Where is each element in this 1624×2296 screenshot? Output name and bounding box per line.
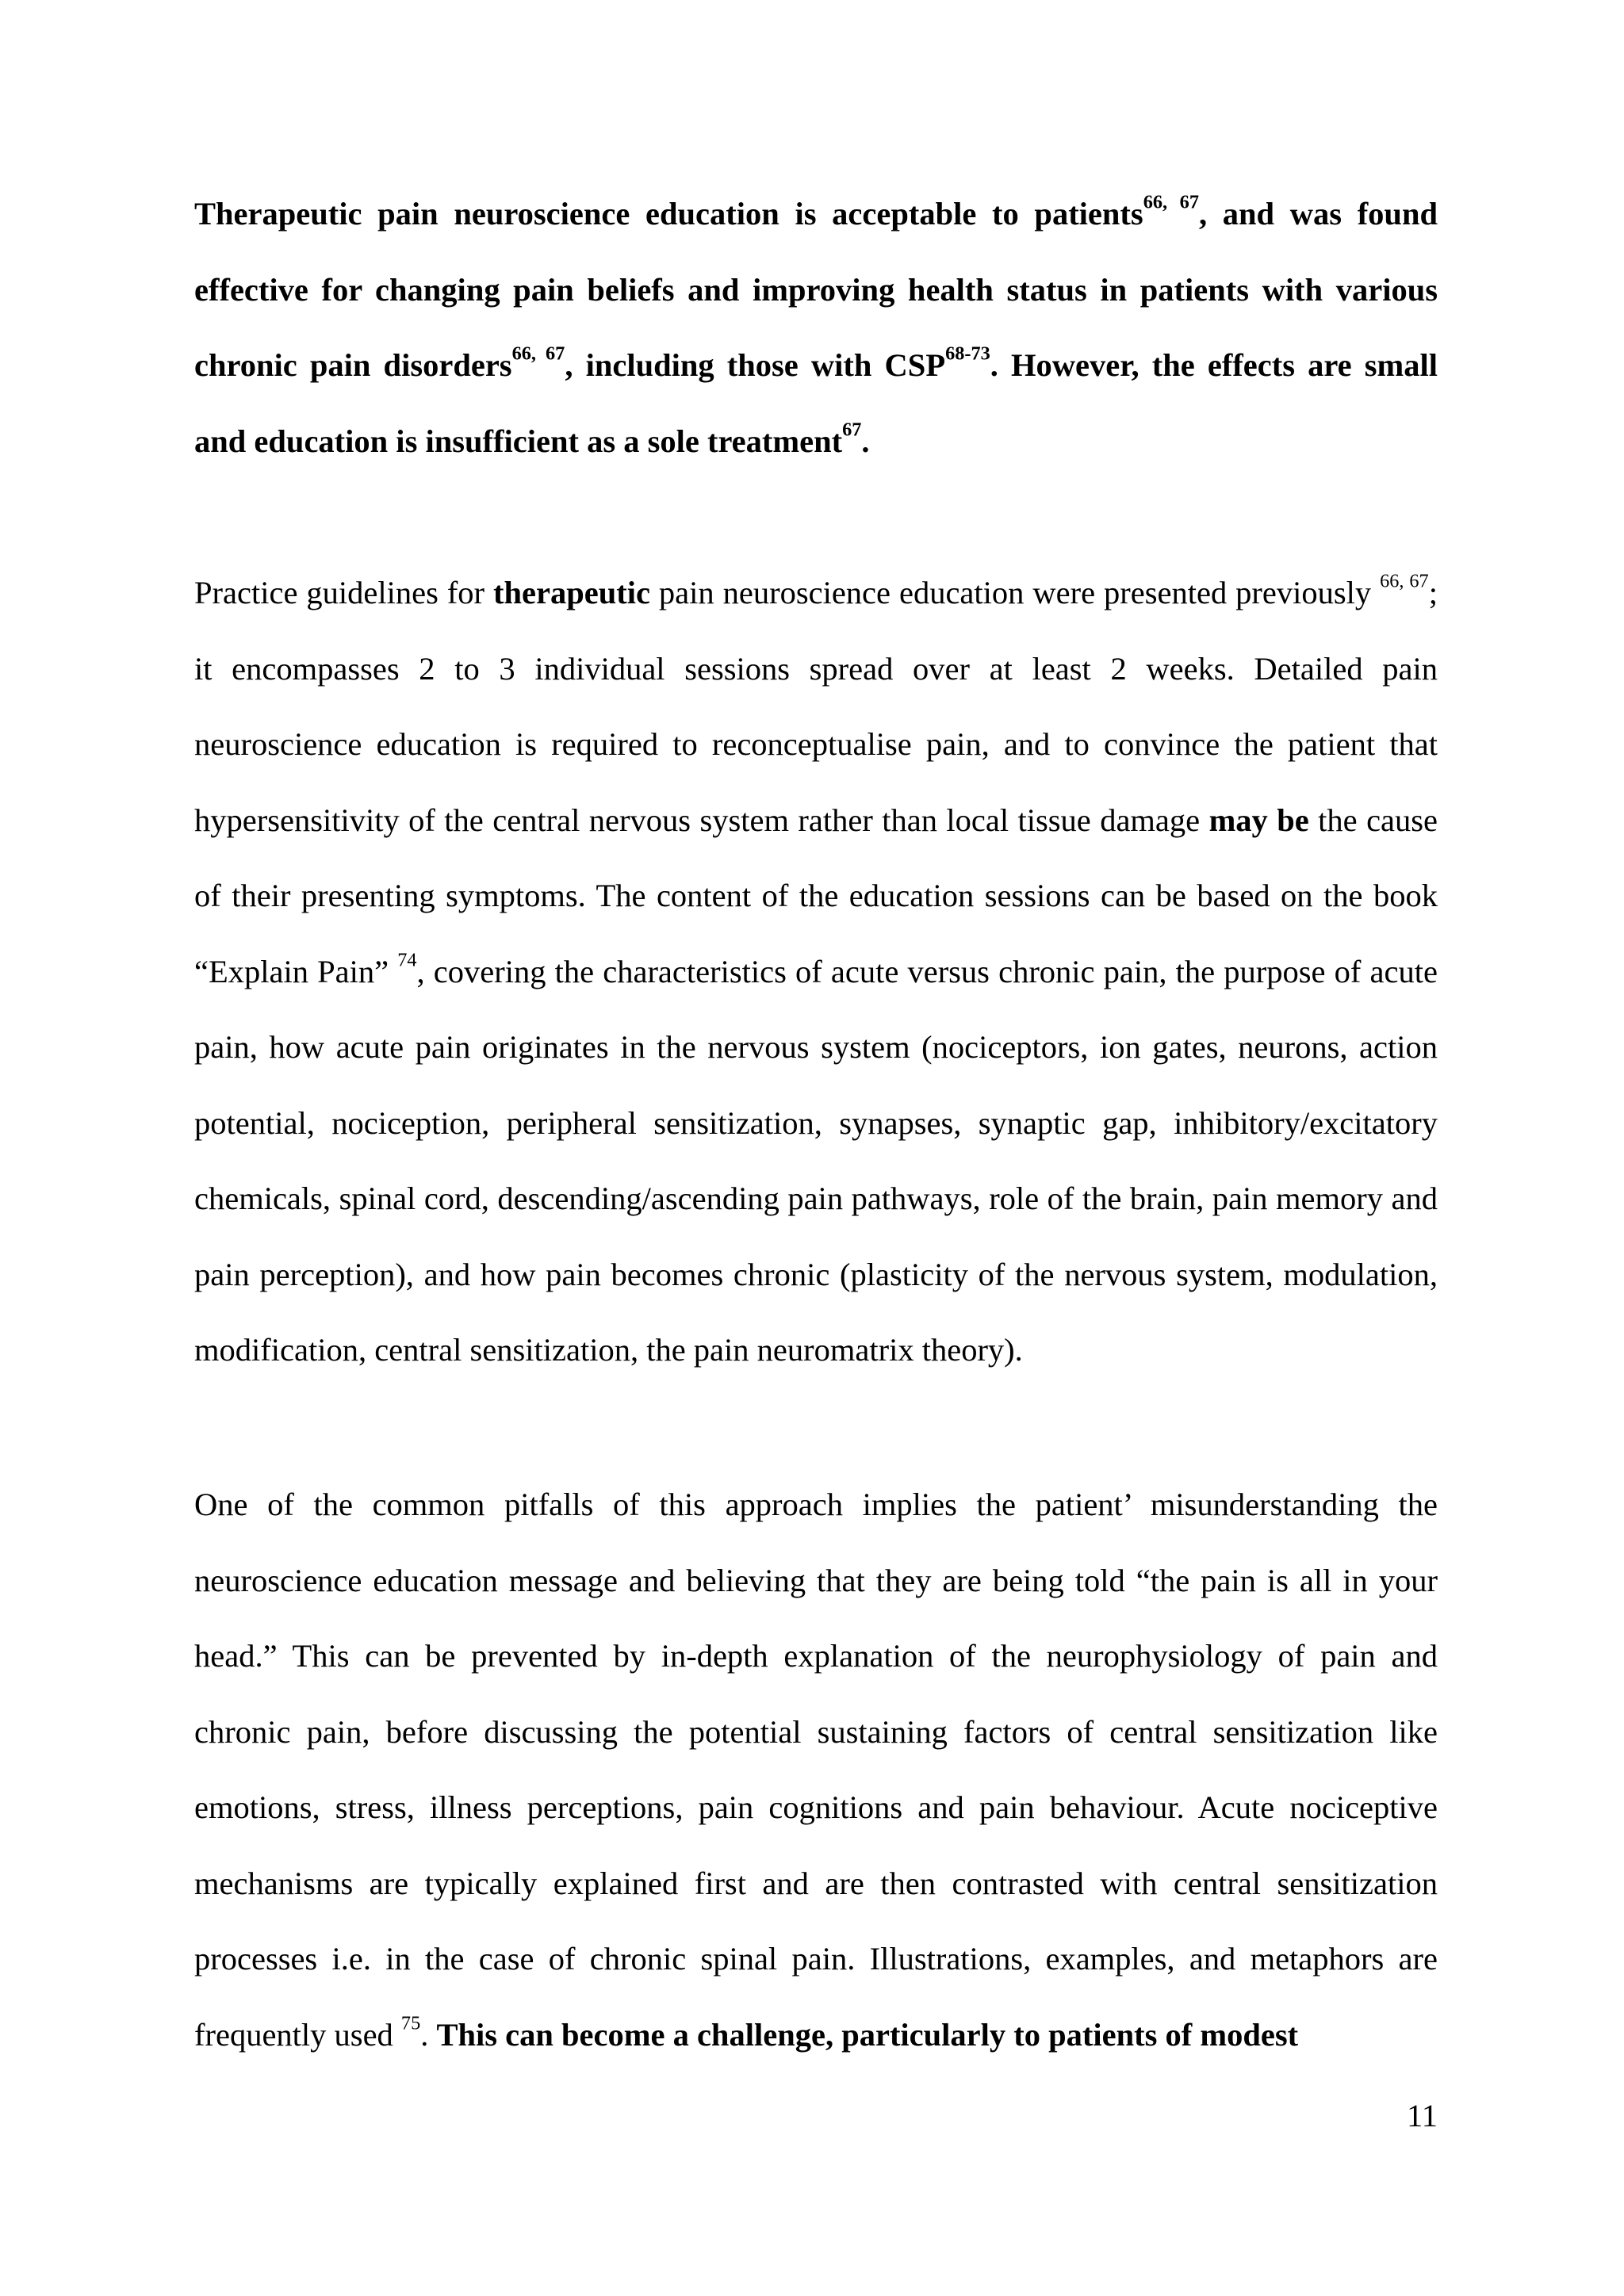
- page-number: 11: [1407, 2098, 1438, 2133]
- citation-superscript: 75: [400, 2011, 421, 2034]
- citation-superscript: 74: [397, 948, 417, 970]
- citation-superscript: 66, 67: [1380, 570, 1429, 592]
- citation-superscript: 68-73: [945, 342, 990, 365]
- bold-text-run: .: [861, 423, 870, 459]
- text-run: One of the common pitfalls of this approach implies the patient’ misunderstanding the neuroscience education message and believing that they are being told “the pain is all in your head.” This can be prevented by in-depth explanation of the neurophysiology of pain and chronic pain, before discussing the potential sustaining factors of central sensitization like emotions, stress, illness perceptions, pain cognitions and pain behaviour. Acute nociceptive mechanisms are typically explained first and are then contrasted with central sensitization processes i.e. in the case of chronic spinal pain. Illustrations, examples, and metaphors are frequently used: [194, 1487, 1438, 2053]
- bold-text-run: may be: [1208, 802, 1309, 838]
- paragraph-text: [194, 1467, 1438, 2072]
- citation-superscript: 67: [842, 418, 862, 440]
- bold-text-run: Therapeutic pain neuroscience education is acceptable to patients: [194, 196, 1143, 232]
- paragraph-text: [194, 555, 1438, 1388]
- bold-text-run: . However, the effects are small and education is insufficient as a sole treatment: [194, 347, 1438, 459]
- citation-superscript: 66, 67: [511, 342, 565, 365]
- bold-text-run: therapeutic: [493, 575, 650, 610]
- bold-text-run: This can become a challenge, particularly to patients of modest: [436, 2016, 1299, 2053]
- text-run: the cause of their presenting symptoms. The content of the education sessions can be based on the book “Explain Pain”: [194, 802, 1438, 989]
- text-run: ; it encompasses 2 to 3 individual sessions spread over at least 2 weeks. Detailed pain neuroscience education is required to reconceptualise pain, and to convince the patient that hypersensitivity of the central nervous system rather than local tissue damage: [194, 575, 1438, 838]
- text-run: pain neuroscience education were presented previously: [649, 575, 1381, 610]
- paragraph-common-pitfalls: [194, 1467, 1438, 2072]
- text-run: Practice guidelines for: [194, 575, 494, 610]
- citation-superscript: 66, 67: [1143, 191, 1199, 213]
- paragraph-evidence: [194, 176, 1438, 479]
- paragraph-practice-guidelines: [194, 555, 1438, 1388]
- paragraph-text: [194, 176, 1438, 479]
- text-run: , covering the characteristics of acute versus chronic pain, the purpose of acute pain, how acute pain originates in the nervous system (nociceptors, ion gates, neurons, action potential, nociception, peripheral sensitization, synapses, synaptic gap, inhibitory/excitatory chemicals, spinal cord, descending/ascending pain pathways, role of the brain, pain memory and pain perception), and how pain becomes chronic (plasticity of the nervous system, modulation, modification, central sensitization, the pain neuromatrix theory).: [194, 953, 1438, 1368]
- bold-text-run: , and was found effective for changing pain beliefs and improving health status in patients with various chronic pain disorders: [194, 196, 1438, 383]
- text-run: .: [420, 2016, 437, 2053]
- bold-text-run: , including those with CSP: [565, 347, 946, 383]
